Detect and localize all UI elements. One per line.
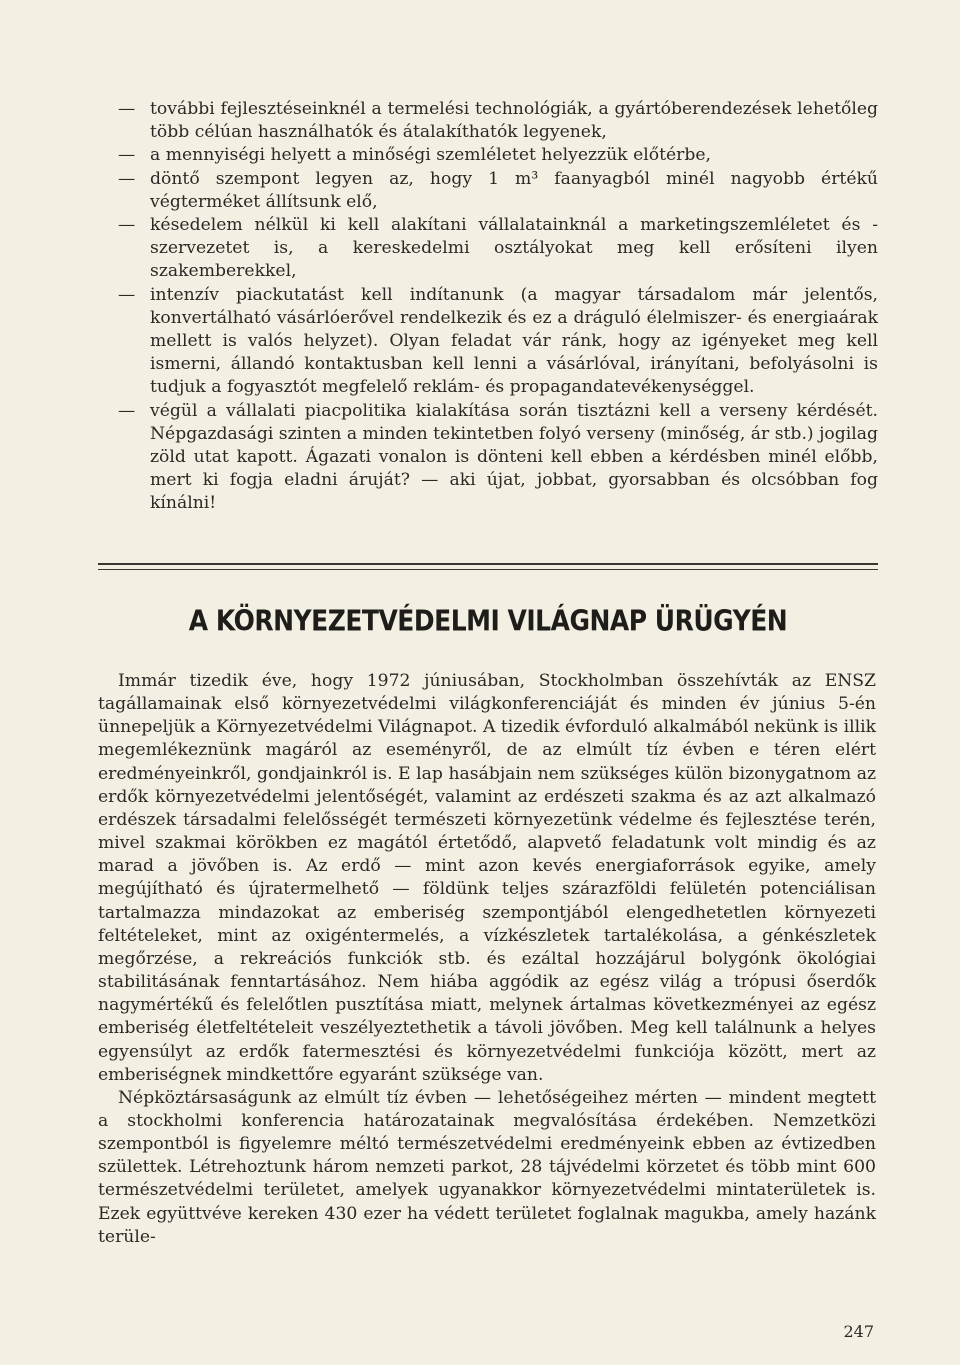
dash-marker: — (118, 145, 136, 166)
list-item-text: döntő szempont legyen az, hogy 1 m³ faanyagból minél nagyobb értékű végterméket állítsunk elő, (150, 168, 878, 212)
list-item-text: további fejlesztéseinknél a termelési technológiák, a gyártóberendezések lehetőleg több célúan használhatók és átalakíthatók legyenek, (150, 99, 878, 143)
list-item (118, 98, 878, 144)
bullet-list (118, 98, 878, 516)
dash-marker: — (118, 400, 136, 421)
page-number: 247 (843, 1322, 874, 1341)
paragraph: Immár tizedik éve, hogy 1972 júniusában, Stockholmban összehívták az ENSZ tagállamainak első környezetvédelmi világkonferenciáját és minden év június 5-én ünnepeljük a Környezetvédelmi Világnapot. A tizedik évforduló alkalmából nekünk is illik megemlékeznünk magáról az eseményről, de az elmúlt tíz évben e téren elért eredményeinkről, gondjainkról is. E lap hasábjain nem szükséges külön bizonygatnom az erdők környezetvédelmi jelentőségét, valamint az erdészeti szakma és az azt alkalmazó erdészek társadalmi felelősségét természeti környezetünk védelme és fejlesztése terén, mivel szakmai körökben ez magától értetődő, alapvető feladatunk volt mindig és az marad a jövőben is. Az erdő — mint azon kevés energiaforrások egyike, amely megújítható és újratermelhető — földünk teljes szárazföldi felületén potenciálisan tartalmazza mindazokat az emberiség szempontjából elengedhetetlen környezeti feltételeket, mint az oxigéntermelés, a vízkészletek tartalékolása, a génkészletek megőrzése, a rekreációs funkciók stb. és ezáltal hozzájárul bolygónk ökológiai stabilitásának fenntartásához. Nem hiába aggódik az egész világ a trópusi őserdők nagymértékű és felelőtlen pusztítása miatt, melynek ártalmas következményei az egész emberiség életfeltételeit veszélyeztethetik a távoli jövőben. Meg kell találnunk a helyes egyensúlyt az erdők fatermesztési és környezetvédelmi funkciója között, mert az emberiségnek mindkettőre egyaránt szüksége van. (98, 671, 876, 1085)
list-item (118, 400, 878, 516)
list-item (118, 284, 878, 400)
divider-line (98, 569, 878, 570)
list-item (118, 144, 878, 167)
list-item-text: végül a vállalati piacpolitika kialakítása során tisztázni kell a verseny kérdését. Népgazdasági szinten a minden tekintetben folyó verseny (minőség, ár stb.) jogilag zöld utat kapott. Ágazati vonalon is dönteni kell ebben a kérdésben minél előbb, mert ki fogja eladni áruját? — aki újat, jobbat, gyorsabban és olcsóbban fog kínálni! (150, 400, 878, 514)
article-body (98, 670, 876, 1249)
dash-marker: — (118, 99, 136, 119)
list-item-text: a mennyiségi helyett a minőségi szemléletet helyezzük előtérbe, (150, 145, 712, 166)
list-item-text: intenzív piackutatást kell indítanunk (a magyar társadalom már jelentős, konvertálható vásárlóerővel rendelkezik és ez a dráguló élelmiszer- és energiaárak mellett is valós helyzet). Olyan feladat vár ránk, hogy az igényeket meg kell ismerni, állandó kontaktusban kell lenni a vásárlóval, irányítani, befolyásolni is tudjuk a fogyasztót megfelelő reklám- és propagandatevékenységgel. (150, 284, 878, 398)
dash-marker: — (118, 284, 136, 305)
dash-marker: — (118, 215, 136, 236)
paragraph: Népköztársaságunk az elmúlt tíz évben — lehetőségeihez mérten — mindent megtett a stockholmi konferencia határozatainak megvalósítása érdekében. Nemzetközi szempontból is figyelemre méltó természetvédelmi eredményeink ebben az évtizedben születtek. Létrehoztunk három nemzeti parkot, 28 tájvédelmi körzetet és több mint 600 természetvédelmi területet, amelyek ugyanakkor környezetvédelmi mintaterületek is. Ezek együttvéve kereken 430 ezer ha védett területet foglalnak magukba, amely hazánk terüle- (98, 1087, 876, 1247)
section-heading: A KÖRNYEZETVÉDELMI VILÁGNAP ÜRÜGYÉN (188, 603, 788, 638)
list-item (118, 168, 878, 214)
divider-line (98, 563, 878, 565)
dash-marker: — (118, 168, 136, 189)
section-divider (98, 563, 878, 574)
list-item (118, 214, 878, 284)
list-item-text: késedelem nélkül ki kell alakítani vállalatainknál a marketingszemléletet és -szervezetet is, a kereskedelmi osztályokat meg kell erősíteni ilyen szakemberekkel, (150, 215, 878, 282)
